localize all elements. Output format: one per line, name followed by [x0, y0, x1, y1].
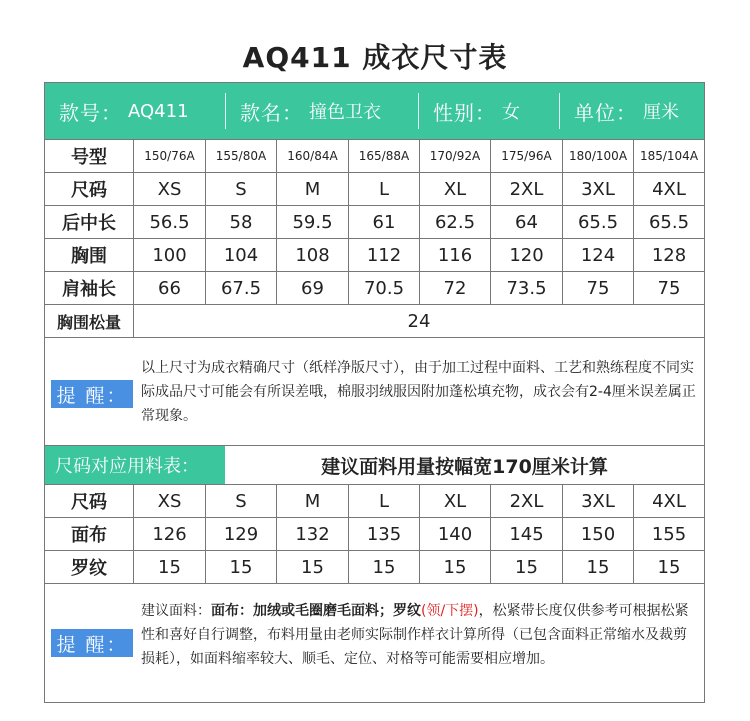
table-row [45, 485, 705, 518]
fabric-table [44, 484, 705, 584]
table-cell: 112 [349, 239, 420, 272]
table-cell: 67.5 [206, 272, 277, 305]
table-row [45, 272, 705, 305]
table-cell: 116 [420, 239, 491, 272]
row-label: 肩袖长 [45, 272, 134, 305]
table-cell: 132 [277, 518, 349, 551]
table-cell: S [206, 173, 277, 206]
table-cell: 140 [420, 518, 491, 551]
row-label: 尺码 [45, 485, 134, 518]
advice-body: ，松紧带长度仅供参考可根据松紧性和喜好自行调整，布料用量由老师实际制作样衣计算所得（已包含面料正常缩水及裁剪损耗），如面料缩率较大、顺毛、定位、对格等可能需要相应增加。 [141, 603, 689, 667]
table-cell: 124 [563, 239, 634, 272]
advice-rib-parts: (领/下摆) [421, 603, 479, 619]
table-cell: 62.5 [420, 206, 491, 239]
table-cell: 145 [491, 518, 563, 551]
table-cell: XL [420, 485, 491, 518]
table-cell: 15 [277, 551, 349, 584]
table-cell: 3XL [563, 485, 634, 518]
fabric-section-title: 建议面料用量按幅宽170厘米计算 [321, 455, 608, 478]
table-cell: 15 [206, 551, 277, 584]
table-cell: 100 [134, 239, 206, 272]
table-cell: 150/76A [134, 140, 206, 173]
notice-text: 以上尺寸为成衣精确尺寸（纸样净版尺寸），由于加工过程中面料、工艺和熟练程度不同实际成品尺寸可能会有所误差哦，棉服羽绒服因附加蓬松填充物，成衣会有2-4厘米误差属正常现象。 [141, 360, 696, 424]
table-cell: 180/100A [563, 140, 634, 173]
fabric-advice-text [141, 599, 697, 671]
notice-box [45, 342, 704, 445]
table-cell: 73.5 [491, 272, 563, 305]
table-cell: 65.5 [563, 206, 634, 239]
table-cell: 135 [349, 518, 420, 551]
row-label: 号型 [45, 140, 134, 173]
table-cell: 70.5 [349, 272, 420, 305]
table-cell: XS [134, 173, 206, 206]
table-cell: S [206, 485, 277, 518]
row-label: 面布 [45, 518, 134, 551]
table-cell: 165/88A [349, 140, 420, 173]
notice-badge: 提 醒： [51, 380, 133, 408]
table-cell: 2XL [491, 173, 563, 206]
notice-box-2 [45, 585, 704, 702]
page-title: AQ411 成衣尺寸表 [242, 41, 508, 74]
table-cell: 104 [206, 239, 277, 272]
unit-value: 厘米 [643, 102, 679, 123]
table-cell: 128 [634, 239, 705, 272]
style-name-key: 款名： [240, 100, 303, 125]
gender-value: 女 [502, 102, 520, 123]
table-cell: 15 [349, 551, 420, 584]
table-cell: 4XL [634, 173, 705, 206]
table-row [45, 239, 705, 272]
unit [560, 83, 704, 139]
gender [419, 83, 559, 139]
table-cell: 59.5 [277, 206, 349, 239]
table-row [45, 551, 705, 584]
table-row [45, 206, 705, 239]
row-label: 尺码 [45, 173, 134, 206]
table-cell: XL [420, 173, 491, 206]
table-cell: 3XL [563, 173, 634, 206]
row-label: 后中长 [45, 206, 134, 239]
size-chart-card [44, 82, 705, 703]
table-cell: 72 [420, 272, 491, 305]
table-cell: 4XL [634, 485, 705, 518]
fabric-section-tag: 尺码对应用料表： [45, 446, 225, 484]
table-cell: 160/84A [277, 140, 349, 173]
table-cell: 15 [420, 551, 491, 584]
table-cell: 15 [634, 551, 705, 584]
gender-key: 性别： [433, 100, 496, 125]
table-cell: 66 [134, 272, 206, 305]
style-name-value: 撞色卫衣 [309, 102, 381, 123]
unit-key: 单位： [574, 100, 637, 125]
fabric-section-header [45, 445, 704, 485]
table-row [45, 173, 705, 206]
table-cell: L [349, 173, 420, 206]
table-cell: 58 [206, 206, 277, 239]
style-number-key: 款号： [59, 100, 122, 125]
style-number [45, 83, 225, 139]
ease-value: 24 [134, 305, 705, 338]
table-cell: L [349, 485, 420, 518]
table-cell: 129 [206, 518, 277, 551]
table-cell: M [277, 485, 349, 518]
notice-badge: 提 醒： [51, 629, 133, 657]
table-cell: 15 [491, 551, 563, 584]
table-cell: XS [134, 485, 206, 518]
style-number-value: AQ411 [128, 100, 189, 122]
advice-lead: 建议面料： [141, 603, 211, 619]
table-cell: 64 [491, 206, 563, 239]
table-cell: 69 [277, 272, 349, 305]
table-cell: 65.5 [634, 206, 705, 239]
table-cell: 75 [634, 272, 705, 305]
size-table [44, 139, 705, 338]
table-cell: 75 [563, 272, 634, 305]
table-cell: 120 [491, 239, 563, 272]
table-cell: 61 [349, 206, 420, 239]
advice-fabric-spec: 面布：加绒或毛圈磨毛面料；罗纹 [211, 603, 421, 619]
style-name [226, 83, 418, 139]
table-row [45, 140, 705, 173]
table-row [45, 518, 705, 551]
row-label: 罗纹 [45, 551, 134, 584]
table-cell: 2XL [491, 485, 563, 518]
table-cell: 155 [634, 518, 705, 551]
row-label: 胸围 [45, 239, 134, 272]
info-band [45, 83, 704, 139]
table-cell: 175/96A [491, 140, 563, 173]
table-cell: 15 [563, 551, 634, 584]
table-cell: 150 [563, 518, 634, 551]
row-label: 胸围松量 [45, 305, 134, 338]
table-cell: 185/104A [634, 140, 705, 173]
table-cell: 170/92A [420, 140, 491, 173]
table-cell: M [277, 173, 349, 206]
table-cell: 15 [134, 551, 206, 584]
table-row [45, 305, 705, 338]
table-cell: 56.5 [134, 206, 206, 239]
table-cell: 108 [277, 239, 349, 272]
table-cell: 155/80A [206, 140, 277, 173]
table-cell: 126 [134, 518, 206, 551]
